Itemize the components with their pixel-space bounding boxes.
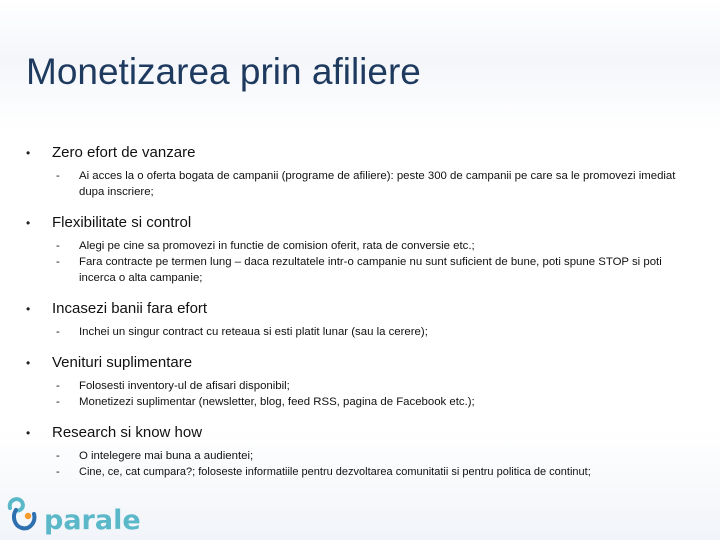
sub-item (56, 324, 699, 340)
slide-content (26, 144, 706, 480)
sub-item (56, 254, 679, 286)
dash-marker: - (56, 450, 60, 462)
sub-item-text: Cine, ce, cat cumpara?; foloseste informatiile pentru dezvoltarea comunitatii si pentru politica de continut; (79, 466, 591, 478)
bullet-point: • (26, 426, 31, 440)
parale-logo (4, 494, 144, 538)
section-heading: Zero efort de vanzare (52, 144, 196, 161)
sub-item (56, 168, 679, 200)
dash-marker: - (56, 170, 60, 182)
sub-item (56, 448, 709, 464)
sub-item-text: Monetizezi suplimentar (newsletter, blog, feed RSS, pagina de Facebook etc.); (79, 396, 475, 408)
section-zero-efort (26, 144, 706, 200)
section-venituri (26, 354, 706, 410)
dash-marker: - (56, 380, 60, 392)
bullet-point: • (26, 146, 31, 160)
section-heading: Incasezi banii fara efort (52, 300, 208, 317)
section-flexibilitate (26, 214, 706, 286)
sub-item-text: Ai acces la o oferta bogata de campanii (programe de afiliere): peste 300 de campanii pe care sa le promovezi imediat dupa inscriere; (79, 170, 676, 198)
bullet-point: • (26, 302, 31, 316)
sub-item (56, 394, 699, 410)
dash-marker: - (56, 396, 60, 408)
bullet-point: • (26, 216, 31, 230)
sub-item-text: Folosesti inventory-ul de afisari disponibil; (79, 380, 290, 392)
sub-item-text: Alegi pe cine sa promovezi in functie de comision oferit, rata de conversie etc.; (79, 240, 475, 252)
sub-item (56, 464, 709, 480)
section-research (26, 424, 706, 480)
dash-marker: - (56, 240, 60, 252)
slide-title: Monetizarea prin afiliere (26, 51, 421, 92)
dash-marker: - (56, 466, 60, 478)
section-heading: Venituri suplimentare (52, 354, 193, 371)
section-incasezi (26, 300, 706, 340)
sub-item-text: Inchei un singur contract cu reteaua si esti platit lunar (sau la cerere); (79, 326, 428, 338)
sub-item-text: Fara contracte pe termen lung – daca rezultatele intr-o campanie nu sunt suficient de bune, poti spune STOP si poti incerca o alta campanie; (79, 256, 662, 284)
parale-logo-mark (10, 499, 35, 528)
dash-marker: - (56, 256, 60, 268)
section-heading: Research si know how (52, 424, 203, 441)
parale-logo-text: parale (44, 505, 141, 536)
section-heading: Flexibilitate si control (52, 214, 192, 231)
sub-item (56, 238, 679, 254)
sub-item-text: O intelegere mai buna a audientei; (79, 450, 254, 462)
bullet-point: • (26, 356, 31, 370)
sub-item (56, 378, 699, 394)
dash-marker: - (56, 326, 60, 338)
